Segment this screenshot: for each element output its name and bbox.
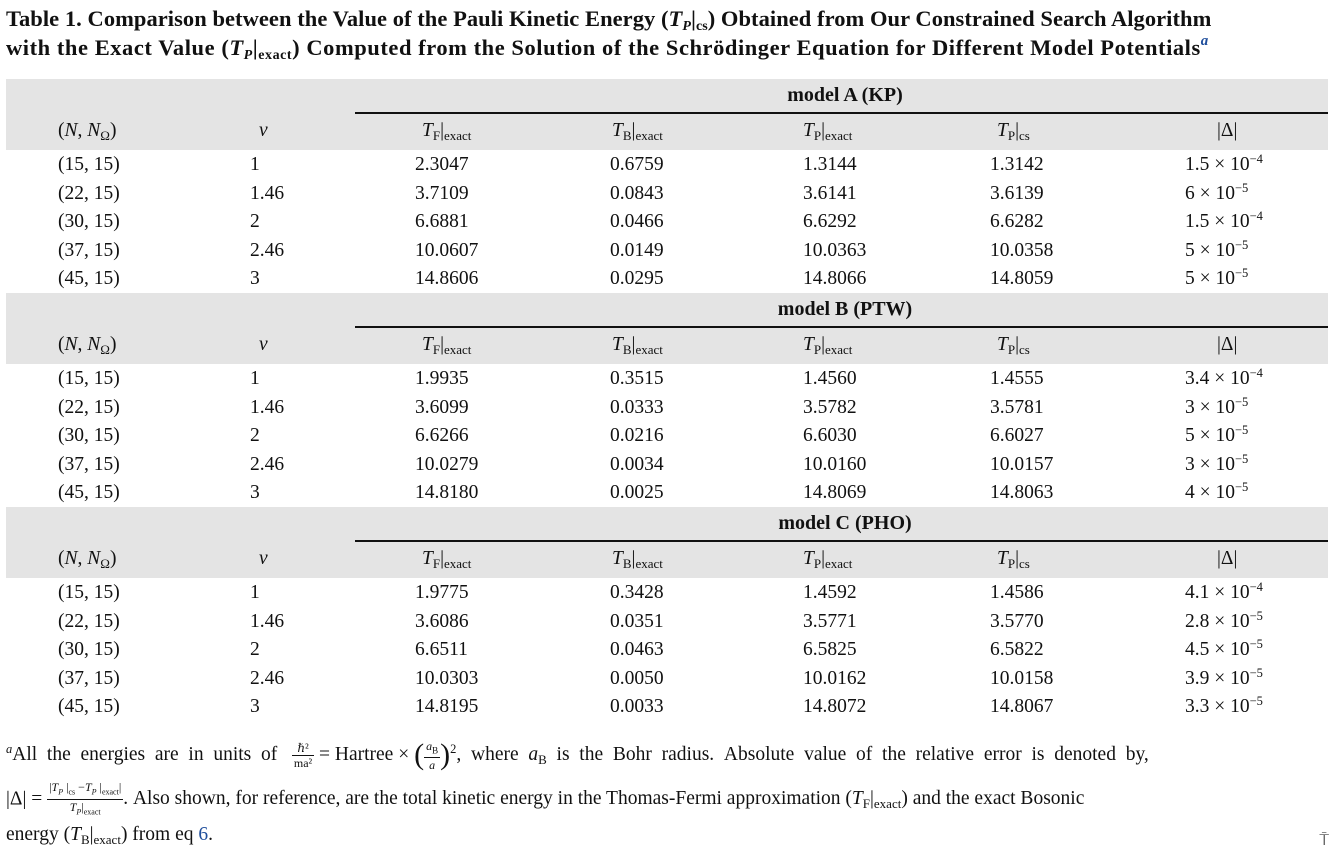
table-cell-tpcs: 3.6139 bbox=[990, 182, 1044, 204]
table-cell-tb: 0.0025 bbox=[610, 482, 664, 504]
footnote-line-2: |Δ| = $\frac{|T_P |_{cs} -T_P |_{exact}|}{T_P|_{exact}}$ . Also shown, for reference, are the total kinetic energy in the Thomas-Fermi approximation $(T_F|_{exact})$ and the exact Bosonic bbox=[6, 780, 1328, 820]
table-cell-tpcs: 6.6027 bbox=[990, 425, 1044, 447]
table-cell-delta: $1.5 \times 10^{-4}$ bbox=[1185, 209, 1263, 233]
column-header-delta: |Δ| bbox=[1217, 548, 1238, 569]
table-cell-n: (30, 15) bbox=[58, 425, 120, 447]
table-cell-tp: 1.4592 bbox=[803, 582, 857, 603]
table-cell-nu: 3 bbox=[250, 268, 260, 290]
table-cell-tp: 10.0162 bbox=[803, 667, 867, 689]
table-cell-tpcs: 14.8063 bbox=[990, 482, 1054, 504]
table-cell-nu: 1.46 bbox=[250, 182, 285, 204]
table-cell-tpcs: 14.8067 bbox=[990, 696, 1054, 718]
table-cell-delta: $6 \times 10^{-5}$ bbox=[1185, 180, 1249, 204]
table-cell-delta: $4.5 \times 10^{-5}$ bbox=[1185, 637, 1263, 661]
table-cell-tp: 10.0363 bbox=[803, 239, 867, 261]
column-header-tf: $T_F|_{exact}$ bbox=[422, 120, 472, 143]
column-header-n: (N, $N_\Omega$) bbox=[58, 548, 117, 571]
column-header-tf: $T_F|_{exact}$ bbox=[422, 334, 472, 357]
table-cell-tf: 14.8606 bbox=[415, 268, 479, 290]
table-cell-n: (30, 15) bbox=[58, 211, 120, 233]
table-caption bbox=[6, 4, 1331, 62]
table-cell-delta: $5 \times 10^{-5}$ bbox=[1185, 423, 1249, 447]
table-cell-delta: $1.5 \times 10^{-4}$ bbox=[1185, 152, 1263, 175]
table-cell-tb: 0.0466 bbox=[610, 211, 664, 233]
table-cell-tf: 3.7109 bbox=[415, 182, 469, 204]
table-cell-tp: 3.5782 bbox=[803, 396, 857, 418]
table-cell-nu: 1 bbox=[250, 582, 260, 603]
column-header-tb: $T_B|_{exact}$ bbox=[612, 334, 663, 357]
table-cell-tf: 3.6099 bbox=[415, 396, 469, 418]
table-cell-tp: 6.5825 bbox=[803, 639, 857, 661]
table-cell-n: (22, 15) bbox=[58, 182, 120, 204]
table-cell-tb: 0.3515 bbox=[610, 368, 664, 389]
table-cell-tpcs: 3.5781 bbox=[990, 396, 1044, 418]
table-cell-nu: 1 bbox=[250, 368, 260, 389]
column-header-nu: ν bbox=[259, 548, 268, 569]
column-header-tpcs: $T_P|_{cs}$ bbox=[997, 120, 1030, 143]
table-cell-tpcs: 10.0158 bbox=[990, 667, 1054, 689]
table-cell-tb: 0.0351 bbox=[610, 610, 664, 632]
table-cell-delta: $3.9 \times 10^{-5}$ bbox=[1185, 665, 1263, 689]
table-cell-delta: $3.4 \times 10^{-4}$ bbox=[1185, 366, 1263, 389]
footnote-line-1: $^a$All the energies are in units of $\frac{\text{ℏ²}}{\text{ma²}}$ = Hartree × ( $\frac{a_B}{a}$ )$^2$, where $a_B$ is the Bohr radius. Absolute value of the relative error is denoted by, bbox=[6, 738, 1149, 773]
table-cell-tb: 0.0216 bbox=[610, 425, 664, 447]
table-cell-tf: 6.6266 bbox=[415, 425, 469, 447]
column-header-nu: ν bbox=[259, 120, 268, 141]
table-cell-tf: 6.6511 bbox=[415, 639, 468, 661]
model-rule bbox=[355, 540, 1328, 542]
table-cell-delta: $5 \times 10^{-5}$ bbox=[1185, 237, 1249, 261]
table-cell-tpcs: 6.6282 bbox=[990, 211, 1044, 233]
table-cell-n: (45, 15) bbox=[58, 482, 120, 504]
table-cell-tb: 0.0034 bbox=[610, 453, 664, 475]
table-cell-tb: 0.0463 bbox=[610, 639, 664, 661]
column-header-delta: |Δ| bbox=[1217, 120, 1238, 141]
table-cell-n: (37, 15) bbox=[58, 239, 120, 261]
table-cell-tf: 10.0279 bbox=[415, 453, 479, 475]
table-cell-tpcs: 10.0358 bbox=[990, 239, 1054, 261]
model-rule bbox=[355, 326, 1328, 328]
table-cell-tb: 0.0033 bbox=[610, 696, 664, 718]
table-cell-tpcs: 3.5770 bbox=[990, 610, 1044, 632]
table-cell-tpcs: 1.3142 bbox=[990, 154, 1044, 175]
table-cell-nu: 2.46 bbox=[250, 667, 285, 689]
table-cell-tf: 6.6881 bbox=[415, 211, 469, 233]
table-cell-tf: 2.3047 bbox=[415, 154, 469, 175]
table-cell-tf: 3.6086 bbox=[415, 610, 469, 632]
table-cell-tpcs: 6.5822 bbox=[990, 639, 1044, 661]
footnote-text-a: All the energies are in units of bbox=[12, 744, 287, 765]
table-cell-n: (15, 15) bbox=[58, 582, 120, 603]
table-cell-n: (37, 15) bbox=[58, 667, 120, 689]
column-header-tp: $T_P|_{exact}$ bbox=[803, 120, 853, 143]
column-header-tpcs: $T_P|_{cs}$ bbox=[997, 548, 1030, 571]
unit-fraction: $\frac{\text{ℏ²}}{\text{ma²}}$ bbox=[293, 741, 313, 771]
table-cell-tpcs: 1.4555 bbox=[990, 368, 1044, 389]
footnote-text-d: . Also shown, for reference, are the total kinetic energy in the Thomas-Fermi approximation $(T_F|_{exact})$ and the exact Bosonic bbox=[123, 788, 1085, 812]
table-cell-tp: 1.4560 bbox=[803, 368, 857, 389]
table-cell-n: (22, 15) bbox=[58, 396, 120, 418]
table-cell-n: (37, 15) bbox=[58, 453, 120, 475]
caption-line-2: with the Exact Value $(T_P|_{exact})$ Computed from the Solution of the Schrödinger Equation for Different Model Potentials$^a$ bbox=[6, 33, 1209, 63]
table-cell-tb: 0.3428 bbox=[610, 582, 664, 603]
column-header-tp: $T_P|_{exact}$ bbox=[803, 334, 853, 357]
footnote-text-b: = Hartree × bbox=[319, 744, 415, 765]
column-header-n: (N, $N_\Omega$) bbox=[58, 334, 117, 357]
table-cell-tf: 1.9775 bbox=[415, 582, 469, 603]
table-cell-nu: 2 bbox=[250, 639, 260, 661]
table-cell-tp: 14.8069 bbox=[803, 482, 867, 504]
table-cell-tb: 0.0295 bbox=[610, 268, 664, 290]
table-cell-tf: 10.0607 bbox=[415, 239, 479, 261]
table-cell-n: (30, 15) bbox=[58, 639, 120, 661]
table-cell-n: (15, 15) bbox=[58, 368, 120, 389]
footnote-period: . bbox=[208, 824, 213, 845]
table-cell-n: (15, 15) bbox=[58, 154, 120, 175]
table-cell-n: (22, 15) bbox=[58, 610, 120, 632]
footnote-line-3 bbox=[6, 824, 1328, 846]
table-cell-delta: $4.1 \times 10^{-4}$ bbox=[1185, 580, 1263, 603]
footnote-marker: a bbox=[6, 742, 13, 756]
table-cell-delta: $2.8 \times 10^{-5}$ bbox=[1185, 608, 1263, 632]
column-header-tp: $T_P|_{exact}$ bbox=[803, 548, 853, 571]
table-cell-nu: 3 bbox=[250, 696, 260, 718]
table-cell-nu: 2 bbox=[250, 425, 260, 447]
model-label: model C (PHO) bbox=[778, 512, 912, 534]
table-cell-tf: 14.8195 bbox=[415, 696, 479, 718]
table-cell-tp: 6.6030 bbox=[803, 425, 857, 447]
footnote-link[interactable]: a bbox=[1200, 33, 1209, 49]
table-cell-tp: 10.0160 bbox=[803, 453, 867, 475]
table-cell-nu: 2.46 bbox=[250, 453, 285, 475]
table-cell-tp: 3.6141 bbox=[803, 182, 857, 204]
table-cell-tb: 0.0149 bbox=[610, 239, 664, 261]
table-cell-nu: 2 bbox=[250, 211, 260, 233]
table-cell-tp: 6.6292 bbox=[803, 211, 857, 233]
table-cell-tf: 14.8180 bbox=[415, 482, 479, 504]
column-header-delta: |Δ| bbox=[1217, 334, 1238, 355]
column-header-tf: $T_F|_{exact}$ bbox=[422, 548, 472, 571]
table-cell-nu: 3 bbox=[250, 482, 260, 504]
table-cell-nu: 1 bbox=[250, 154, 260, 175]
delta-fraction: $\frac{|T_P |_{cs} -T_P |_{exact}|}{T_P|_{exact}}$ bbox=[49, 780, 122, 817]
table-cell-tp: 1.3144 bbox=[803, 154, 857, 175]
table-cell-nu: 1.46 bbox=[250, 610, 285, 632]
table-cell-tp: 3.5771 bbox=[803, 610, 857, 632]
equation-link[interactable]: 6 bbox=[198, 824, 209, 845]
table-cell-delta: $4 \times 10^{-5}$ bbox=[1185, 480, 1249, 504]
table-cell-tb: 0.0050 bbox=[610, 667, 664, 689]
footnote-text-c: , where $a_B$ is the Bohr radius. Absolute value of the relative error is denoted by, bbox=[456, 744, 1149, 767]
column-header-tpcs: $T_P|_{cs}$ bbox=[997, 334, 1030, 357]
footnote-text-e: energy $(T_B|_{exact})$ from eq bbox=[6, 824, 199, 847]
table-cell-tpcs: 1.4586 bbox=[990, 582, 1044, 603]
column-header-n: (N, $N_\Omega$) bbox=[58, 120, 117, 143]
table-cell-tpcs: 14.8059 bbox=[990, 268, 1054, 290]
table-cell-tf: 10.0303 bbox=[415, 667, 479, 689]
table-cell-tp: 14.8072 bbox=[803, 696, 867, 718]
caption-line-1: Table 1. Comparison between the Value of the Pauli Kinetic Energy $(T_P|_{cs})$ Obtained from Our Constrained Search Algorithm bbox=[6, 6, 1212, 34]
table-cell-delta: $3 \times 10^{-5}$ bbox=[1185, 394, 1249, 418]
table-cell-nu: 2.46 bbox=[250, 239, 285, 261]
table-cell-n: (45, 15) bbox=[58, 696, 120, 718]
column-header-tb: $T_B|_{exact}$ bbox=[612, 548, 663, 571]
table-cell-tb: 0.6759 bbox=[610, 154, 664, 175]
bohr-fraction: $\frac{a_B}{a}$ bbox=[426, 738, 439, 773]
model-rule bbox=[355, 112, 1328, 114]
table-cell-tp: 14.8066 bbox=[803, 268, 867, 290]
table-cell-delta: $3.3 \times 10^{-5}$ bbox=[1185, 694, 1263, 718]
table-cell-n: (45, 15) bbox=[58, 268, 120, 290]
table-cell-delta: $3 \times 10^{-5}$ bbox=[1185, 451, 1249, 475]
column-header-tb: $T_B|_{exact}$ bbox=[612, 120, 663, 143]
table-cell-tpcs: 10.0157 bbox=[990, 453, 1054, 475]
table-cell-tf: 1.9935 bbox=[415, 368, 469, 389]
table-cell-tb: 0.0843 bbox=[610, 182, 664, 204]
table-cell-tb: 0.0333 bbox=[610, 396, 664, 418]
table-cell-delta: $5 \times 10^{-5}$ bbox=[1185, 266, 1249, 290]
journal-logo-icon: ⍑ bbox=[1319, 832, 1329, 849]
model-label: model B (PTW) bbox=[777, 298, 913, 320]
column-header-nu: ν bbox=[259, 334, 268, 355]
model-label: model A (KP) bbox=[787, 84, 903, 106]
table-cell-nu: 1.46 bbox=[250, 396, 285, 418]
